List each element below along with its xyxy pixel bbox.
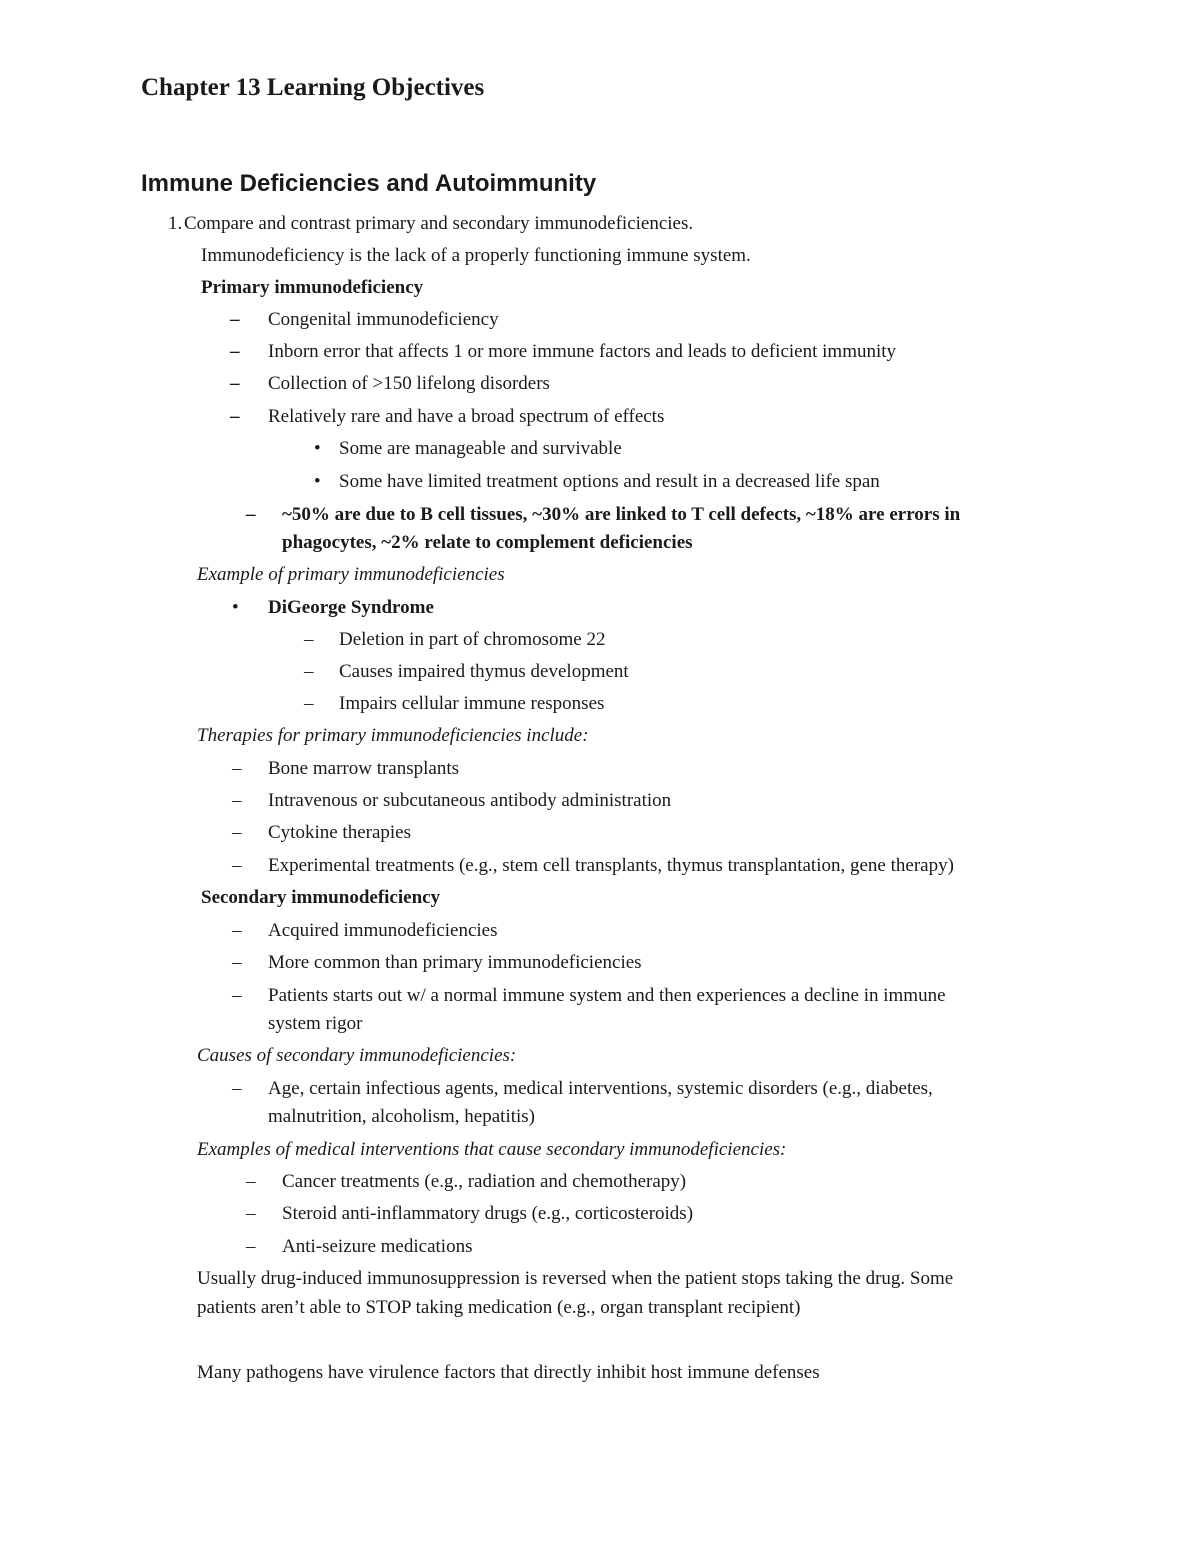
example-item: Impairs cellular immune responses [339, 693, 605, 714]
secondary-item: Acquired immunodeficiencies [268, 920, 498, 941]
intervention-item: Steroid anti-inflammatory drugs (e.g., corticosteroids) [282, 1203, 694, 1224]
therapy-item: Intravenous or subcutaneous antibody administration [268, 790, 672, 811]
note-line2: patients aren’t able to STOP taking medication (e.g., organ transplant recipient) [197, 1297, 801, 1318]
dash-marker: – [232, 920, 242, 941]
primary-stats-line2: phagocytes, ~2% relate to complement deficiencies [282, 532, 693, 553]
example-name: DiGeorge Syndrome [268, 597, 434, 618]
dash-marker: – [246, 1171, 256, 1192]
dash-marker: – [246, 1236, 256, 1257]
intervention-item: Cancer treatments (e.g., radiation and chemotherapy) [282, 1171, 687, 1192]
dash-marker: – [232, 985, 242, 1006]
dash-marker: – [230, 309, 240, 330]
therapies-label: Therapies for primary immunodeficiencies include: [197, 725, 589, 746]
secondary-item: Patients starts out w/ a normal immune system and then experiences a decline in immune [268, 985, 946, 1006]
definition-text: Immunodeficiency is the lack of a properly functioning immune system. [201, 245, 751, 266]
primary-stats-line1: ~50% are due to B cell tissues, ~30% are linked to T cell defects, ~18% are errors in [282, 504, 961, 525]
dash-marker: – [304, 693, 314, 714]
dash-marker: – [230, 406, 240, 427]
causes-line1: Age, certain infectious agents, medical interventions, systemic disorders (e.g., diabetes, [268, 1078, 933, 1099]
primary-subitem: Some are manageable and survivable [339, 438, 622, 459]
chapter-title: Chapter 13 Learning Objectives [141, 74, 485, 101]
section-heading: Immune Deficiencies and Autoimmunity [141, 170, 597, 197]
dash-marker: – [304, 629, 314, 650]
dash-marker: – [232, 855, 242, 876]
example-item: Deletion in part of chromosome 22 [339, 629, 606, 650]
dash-marker: – [232, 1078, 242, 1099]
dash-marker: – [230, 341, 240, 362]
primary-heading: Primary immunodeficiency [201, 277, 424, 298]
interventions-label: Examples of medical interventions that cause secondary immunodeficiencies: [197, 1139, 787, 1160]
causes-line2: malnutrition, alcoholism, hepatitis) [268, 1106, 536, 1127]
bullet-marker: • [314, 471, 321, 492]
therapy-item: Bone marrow transplants [268, 758, 460, 779]
example-label: Example of primary immunodeficiencies [197, 564, 505, 585]
objective-number: 1. [168, 213, 183, 234]
primary-item: Relatively rare and have a broad spectrum of effects [268, 406, 665, 427]
bullet-marker: • [314, 438, 321, 459]
dash-marker: – [232, 758, 242, 779]
dash-marker: – [232, 952, 242, 973]
primary-subitem: Some have limited treatment options and result in a decreased life span [339, 471, 880, 492]
note-line1: Usually drug-induced immunosuppression is reversed when the patient stops taking the drug. Some [197, 1268, 954, 1289]
dash-marker: – [246, 1203, 256, 1224]
dash-marker: – [304, 661, 314, 682]
bullet-marker: • [232, 597, 239, 618]
example-item: Causes impaired thymus development [339, 661, 629, 682]
therapy-item: Cytokine therapies [268, 822, 411, 843]
secondary-heading: Secondary immunodeficiency [201, 887, 441, 908]
primary-item: Congenital immunodeficiency [268, 309, 499, 330]
secondary-item-cont: system rigor [268, 1013, 363, 1034]
secondary-item: More common than primary immunodeficiencies [268, 952, 642, 973]
dash-marker: – [232, 822, 242, 843]
dash-marker: – [230, 373, 240, 394]
therapy-item: Experimental treatments (e.g., stem cell transplants, thymus transplantation, gene therapy) [268, 855, 954, 876]
primary-item: Collection of >150 lifelong disorders [268, 373, 550, 394]
pathogens-text: Many pathogens have virulence factors that directly inhibit host immune defenses [197, 1362, 820, 1383]
primary-item: Inborn error that affects 1 or more immune factors and leads to deficient immunity [268, 341, 897, 362]
objective-text: Compare and contrast primary and secondary immunodeficiencies. [184, 213, 694, 234]
intervention-item: Anti-seizure medications [282, 1236, 473, 1257]
causes-label: Causes of secondary immunodeficiencies: [197, 1045, 517, 1066]
dash-marker: – [232, 790, 242, 811]
dash-marker: – [246, 504, 256, 525]
